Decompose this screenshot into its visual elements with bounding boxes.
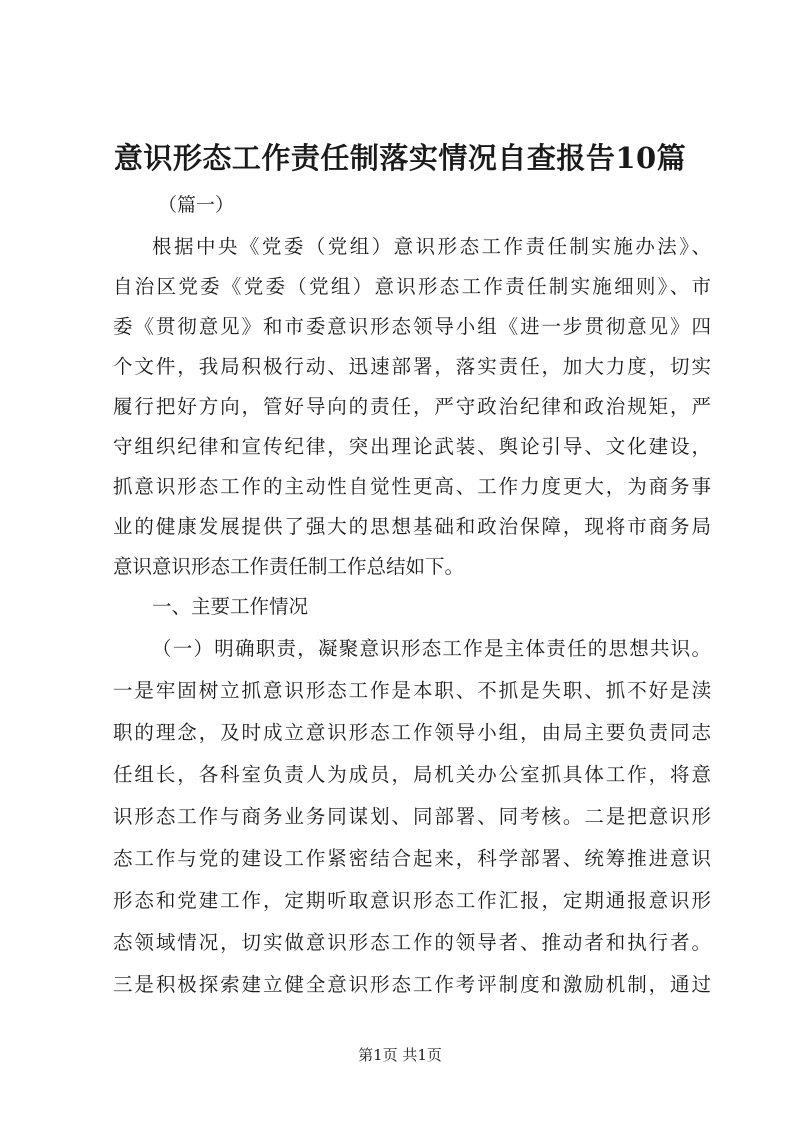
section-label: （篇一） bbox=[158, 194, 235, 216]
paragraph-line: 任组长，各科室负责人为成员，局机关办公室抓具体工作，将意 bbox=[113, 763, 711, 786]
paragraph-line: 根据中央《党委（党组）意识形态工作责任制实施办法》、 bbox=[152, 235, 711, 258]
paragraph-line: 委《贯彻意见》和市委意识形态领导小组《进一步贯彻意见》四 bbox=[113, 315, 711, 338]
section-heading: 一、主要工作情况 bbox=[152, 595, 309, 618]
document-title: 意识形态工作责任制落实情况自查报告10篇 bbox=[113, 141, 687, 175]
paragraph-line: 意识意识形态工作责任制工作总结如下。 bbox=[113, 555, 465, 578]
paragraph-line: （一）明确职责，凝聚意识形态工作是主体责任的思想共识。 bbox=[152, 637, 711, 660]
paragraph-line: 三是积极探索建立健全意识形态工作考评制度和激励机制，通过 bbox=[113, 973, 711, 996]
paragraph-line: 履行把好方向，管好导向的责任，严守政治纪律和政治规矩，严 bbox=[113, 395, 711, 418]
paragraph-line: 态领域情况，切实做意识形态工作的领导者、推动者和执行者。 bbox=[113, 931, 711, 954]
page-footer: 第1页 共1页 bbox=[358, 1046, 442, 1064]
paragraph-line: 形态和党建工作，定期听取意识形态工作汇报，定期通报意识形 bbox=[113, 889, 711, 912]
paragraph-line: 一是牢固树立抓意识形态工作是本职、不抓是失职、抓不好是渎 bbox=[113, 679, 711, 702]
paragraph-line: 业的健康发展提供了强大的思想基础和政治保障，现将市商务局 bbox=[113, 515, 711, 538]
paragraph-line: 抓意识形态工作的主动性自觉性更高、工作力度更大，为商务事 bbox=[113, 475, 711, 498]
paragraph-line: 守组织纪律和宣传纪律，突出理论武装、舆论引导、文化建设， bbox=[113, 435, 711, 458]
paragraph-line: 态工作与党的建设工作紧密结合起来，科学部署、统筹推进意识 bbox=[113, 847, 711, 870]
paragraph-line: 识形态工作与商务业务同谋划、同部署、同考核。二是把意识形 bbox=[113, 805, 711, 828]
paragraph-line: 职的理念，及时成立意识形态工作领导小组，由局主要负责同志 bbox=[113, 721, 711, 744]
paragraph-line: 个文件，我局积极行动、迅速部署，落实责任，加大力度，切实 bbox=[113, 355, 711, 378]
paragraph-line: 自治区党委《党委（党组）意识形态工作责任制实施细则》、市 bbox=[113, 275, 711, 298]
